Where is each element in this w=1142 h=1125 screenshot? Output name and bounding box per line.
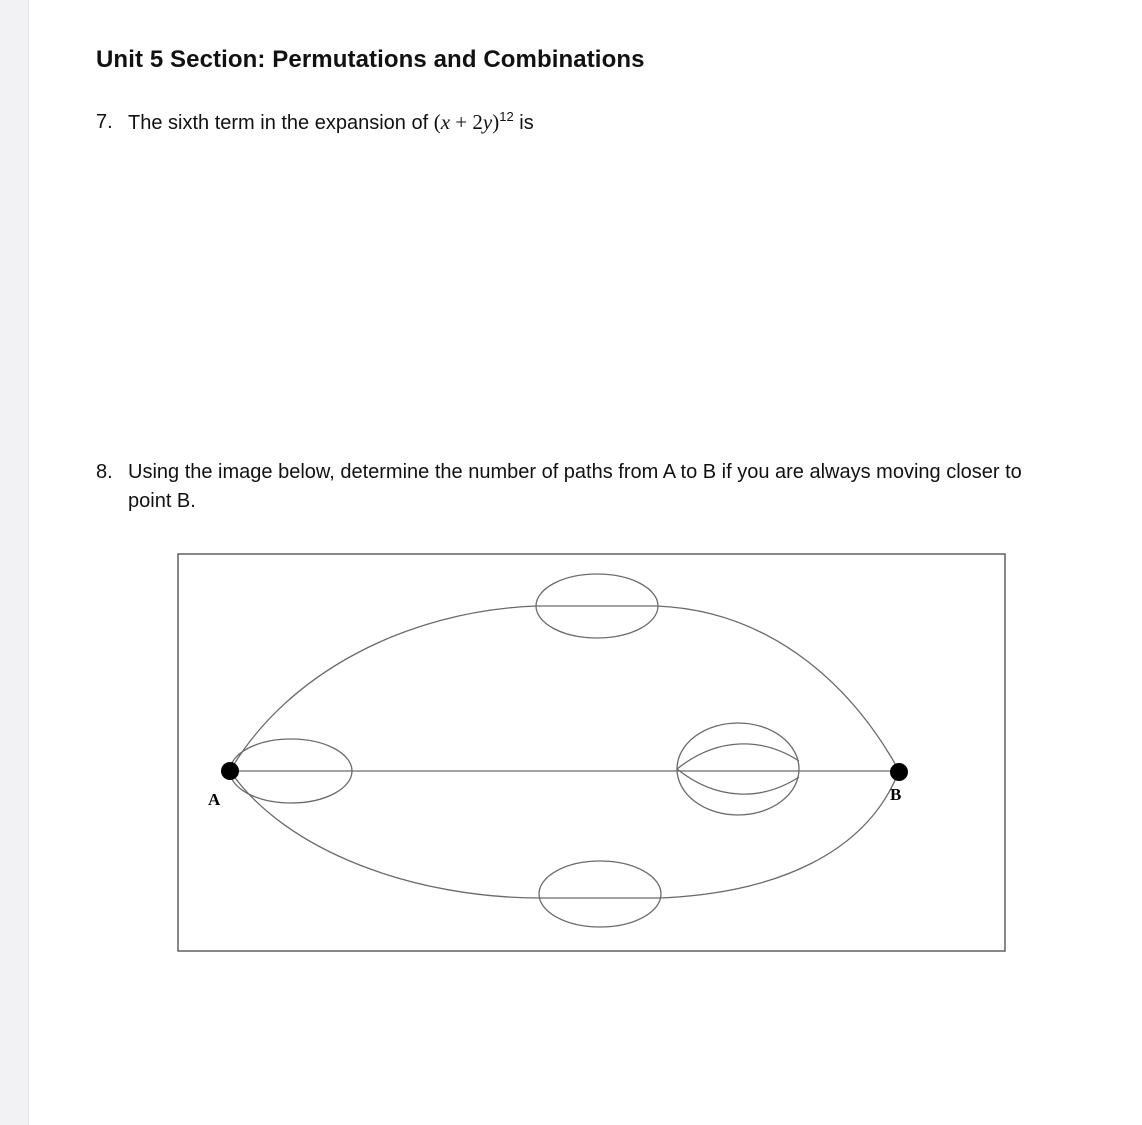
question-8 — [96, 458, 1056, 516]
point-b-label: B — [890, 785, 902, 804]
exponent: 12 — [499, 109, 514, 124]
question-8-text: Using the image below, determine the number of paths from A to B if you are always moving closer to point B. — [128, 461, 1022, 512]
section-title: Unit 5 Section: Permutations and Combinations — [96, 46, 645, 73]
question-7-lead-text: The sixth term in the expansion of — [128, 112, 434, 134]
binomial-expression — [434, 110, 500, 134]
paren-open: ( — [433, 110, 441, 134]
variable-x: x — [440, 110, 451, 134]
question-7-tail-text: is — [513, 112, 534, 134]
diagram-frame — [178, 554, 1005, 951]
question-7-number: 7. — [96, 111, 113, 133]
plus-2: + 2 — [450, 110, 483, 134]
paren-close: ) — [492, 110, 500, 134]
point-a-dot — [221, 762, 239, 780]
path-diagram — [177, 553, 1006, 953]
question-8-number: 8. — [96, 461, 113, 483]
point-a-label: A — [208, 790, 221, 809]
viewer-left-gutter — [0, 0, 29, 1125]
variable-y: y — [482, 110, 493, 134]
question-7 — [96, 108, 534, 138]
question-7-text — [128, 108, 534, 138]
point-b-dot — [890, 763, 908, 781]
